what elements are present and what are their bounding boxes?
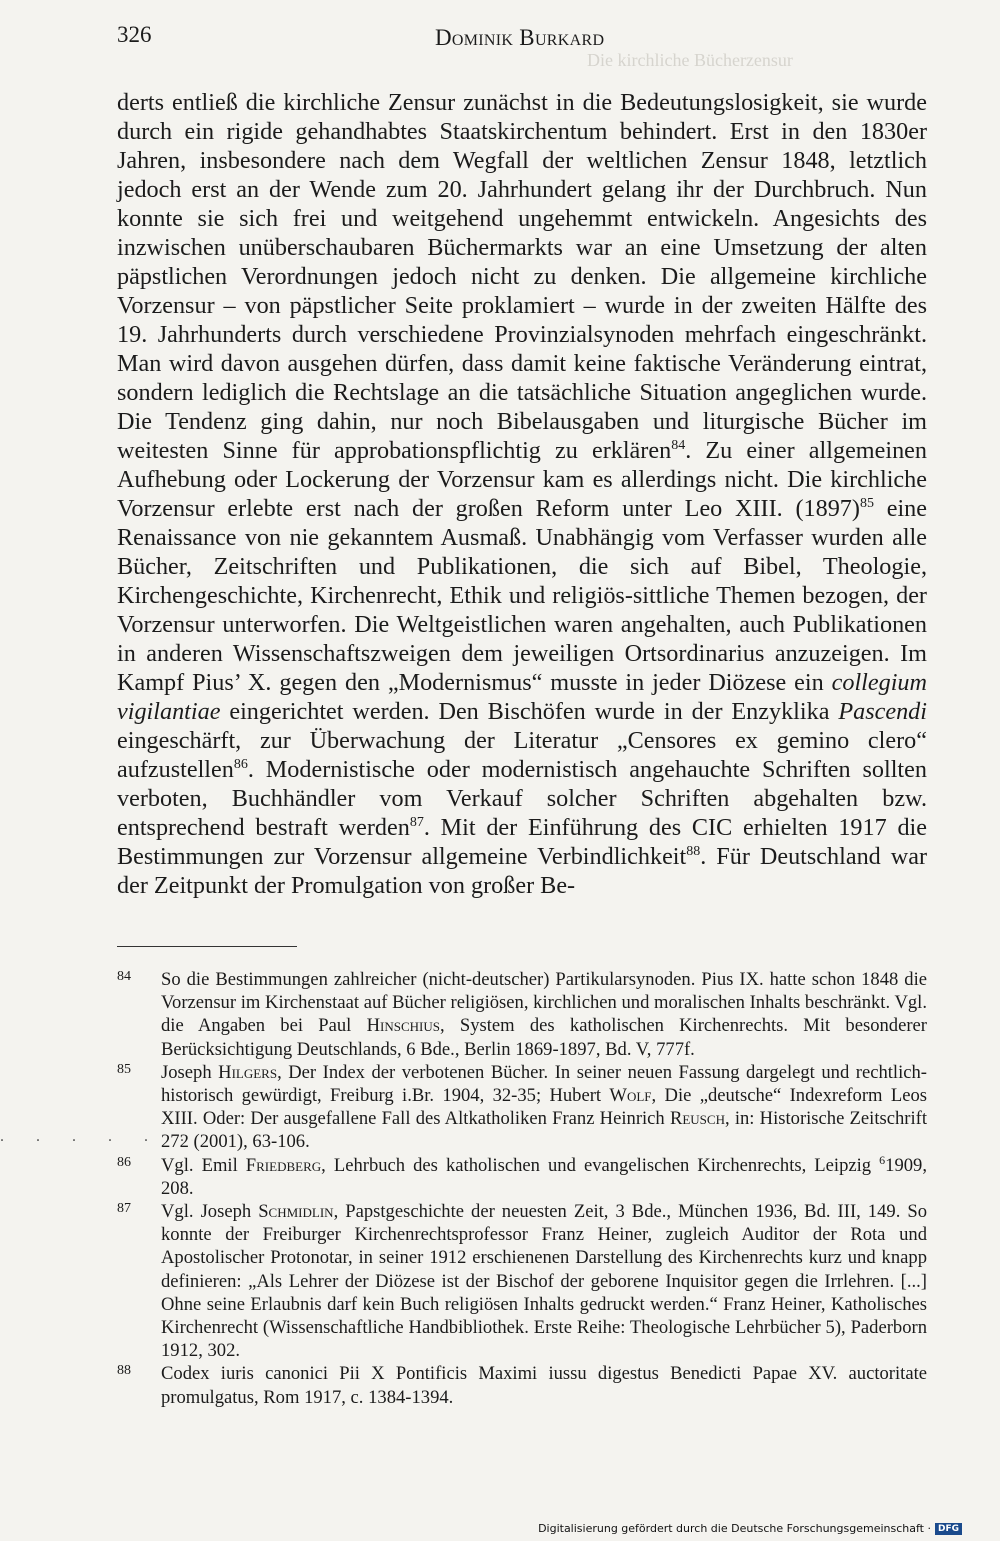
margin-dots: . . . . . . xyxy=(0,1128,198,1145)
footnotes xyxy=(117,968,927,1409)
paragraph: derts entließ die kirchliche Zensur zunächst in die Bedeutungslosigkeit, sie wurde durch ein rigide gehandhabtes Staatskirchentum behindert. Erst in den 1830er Jahren, insbesondere nach dem Wegfall der weltlichen Zensur 1848, letztlich jedoch erst an der Wende zum 20. Jahrhundert gelang ihr der Durchbruch. Nun konnte sie sich frei und weitgehend ungehemmt entwickeln. Angesichts des inzwischen unüberschaubaren Büchermarkts war an eine Umsetzung der alten päpstlichen Verordnungen jedoch nicht zu denken. Die allgemeine kirchliche Vorzensur – von päpstlicher Seite proklamiert – wurde in der zweiten Hälfte des 19. Jahrhunderts durch verschiedene Provinzialsynoden mehrfach eingeschränkt. Man wird davon ausgehen dürfen, dass damit keine faktische Veränderung eintrat, sondern lediglich die Rechtslage an die tatsächliche Situation angeglichen wurde. Die Tendenz ging dahin, nur noch Bibelausgaben und liturgische Bücher im weitesten Sinne für approbationspflichtig zu erklären$^{84}$. Zu einer allgemeinen Aufhebung oder Lockerung der Vorzensur kam es allerdings nicht. Die kirchliche Vorzensur erlebte erst nach der großen Reform unter Leo XIII. $(1897)^{85}$ eine Renaissance von nie gekanntem Ausmaß. Unabhängig vom Verfasser wurden alle Bücher, Zeitschriften und Publikationen, die sich auf Bibel, Theologie, Kirchengeschichte, Kirchenrecht, Ethik und religiös-sittliche Themen bezogen, der Vorzensur unterworfen. Die Weltgeistlichen waren angehalten, auch Publikationen in anderen Wissenschaftszweigen dem jeweiligen Ortsordinarius anzuzeigen. Im Kampf Pius’ X. gegen den „Modernismus“ musste in jeder Diözese ein collegium vigilantiae eingerichtet werden. Den Bischöfen wurde in der Enzyklika Pascendi eingeschärft, zur Überwachung der Literatur „Censores ex gemino clero“ aufzustellen$^{86}$. Modernistische oder modernistisch angehauchte Schriften sollten verboten, Buchhändler vom Verkauf solcher Schriften abgehalten bzw. entsprechend bestraft werden$^{87}$. Mit der Einführung des CIC erhielten 1917 die Bestimmungen zur Vorzensur allgemeine Verbindlichkeit$^{88}$. Für Deutschland war der Zeitpunkt der Promulgation von großer Be- xyxy=(117,89,928,899)
footnote-divider xyxy=(117,946,297,947)
bleed-through-text: Die kirchliche Bücherzensur xyxy=(587,50,793,70)
main-text xyxy=(117,88,927,900)
footnote-number: 87 xyxy=(117,1201,131,1217)
dfg-logo: DFG xyxy=(935,1523,962,1535)
running-head: Dominik Burkard xyxy=(435,25,605,50)
italic-term: Pascendi xyxy=(838,698,927,725)
footnote-ref-85[interactable]: 85 xyxy=(859,496,874,511)
page-number: 326 xyxy=(117,22,152,47)
footnote-ref-88[interactable]: 88 xyxy=(686,844,701,859)
footnote-88: 88 Codex iuris canonici Pii X Pontificis Maximi iussu digestus Benedicti Papae XV. auctoritate promulgatus, Rom 1917, c. 1384-1394. xyxy=(117,1362,927,1408)
footnote-85: 85 Joseph Hilgers, Der Index der verbotenen Bücher. In seiner neuen Fassung dargelegt und rechtlich-historisch gewürdigt, Freiburg i.Br. 1904, 32-35; Hubert Wolf, Die „deutsche“ Indexreform Leos XIII. Oder: Der ausgefallene Fall des Altkatholiken Franz Heinrich Reusch, in: Historische Zeitschrift 272 (2001), 63-106. xyxy=(117,1061,927,1154)
footer-text: Digitalisierung gefördert durch die Deutsche Forschungsgemeinschaft · xyxy=(538,1522,931,1535)
footnote-ref-87[interactable]: 87 xyxy=(409,815,424,830)
footnote-87: 87 Vgl. Joseph Schmidlin, Papstgeschichte der neuesten Zeit, 3 Bde., München 1936, Bd. III, 149. So konnte der Freiburger Kirchenrechtsprofessor Franz Heiner, zugleich Auditor der Rota und Apostolischer Protonotar, in seiner 1912 erschienenen Darstellung des Kirchenrechts kurz und knapp definieren: „Als Lehrer der Diözese ist der Bischof der geborene Inquisitor gegen die Irrlehren. [...] Ohne seine Erlaubnis darf kein Buch religiösen Inhalts gedruckt werden.“ Franz Heiner, Katholisches Kirchenrecht (Wissenschaftliche Handbibliothek. Erste Reihe: Theologische Lehrbücher 5), Paderborn 1912, 302. xyxy=(117,1200,927,1362)
footnote-ref-86[interactable]: 86 xyxy=(233,757,248,772)
italic-term: collegium vigilantiae xyxy=(117,669,927,725)
footnote-ref-84[interactable]: 84 xyxy=(671,438,686,453)
page-header xyxy=(117,22,927,70)
footnote-86: 86 Vgl. Emil Friedberg, Lehrbuch des katholischen und evangelischen Kirchenrechts, Leipzig $^6$1909, 208. xyxy=(117,1152,927,1199)
footnote-84: 84 So die Bestimmungen zahlreicher (nicht-deutscher) Partikularsynoden. Pius IX. hatte schon 1848 die Vorzensur im Kirchenstaat auf Bücher religiösen, kirchlichen und moralischen Inhalts beschränkt. Vgl. die Angaben bei Paul Hinschius, System des katholischen Kirchenrechts. Mit besonderer Berücksichtigung Deutschlands, 6 Bde., Berlin 1869-1897, Bd. V, 777f. xyxy=(117,968,927,1061)
footnote-number: 84 xyxy=(117,969,131,984)
footnote-number: 85 xyxy=(117,1061,131,1077)
footnote-number: 88 xyxy=(117,1363,131,1379)
footnote-number: 86 xyxy=(117,1154,131,1170)
digitization-footer xyxy=(538,1522,962,1535)
